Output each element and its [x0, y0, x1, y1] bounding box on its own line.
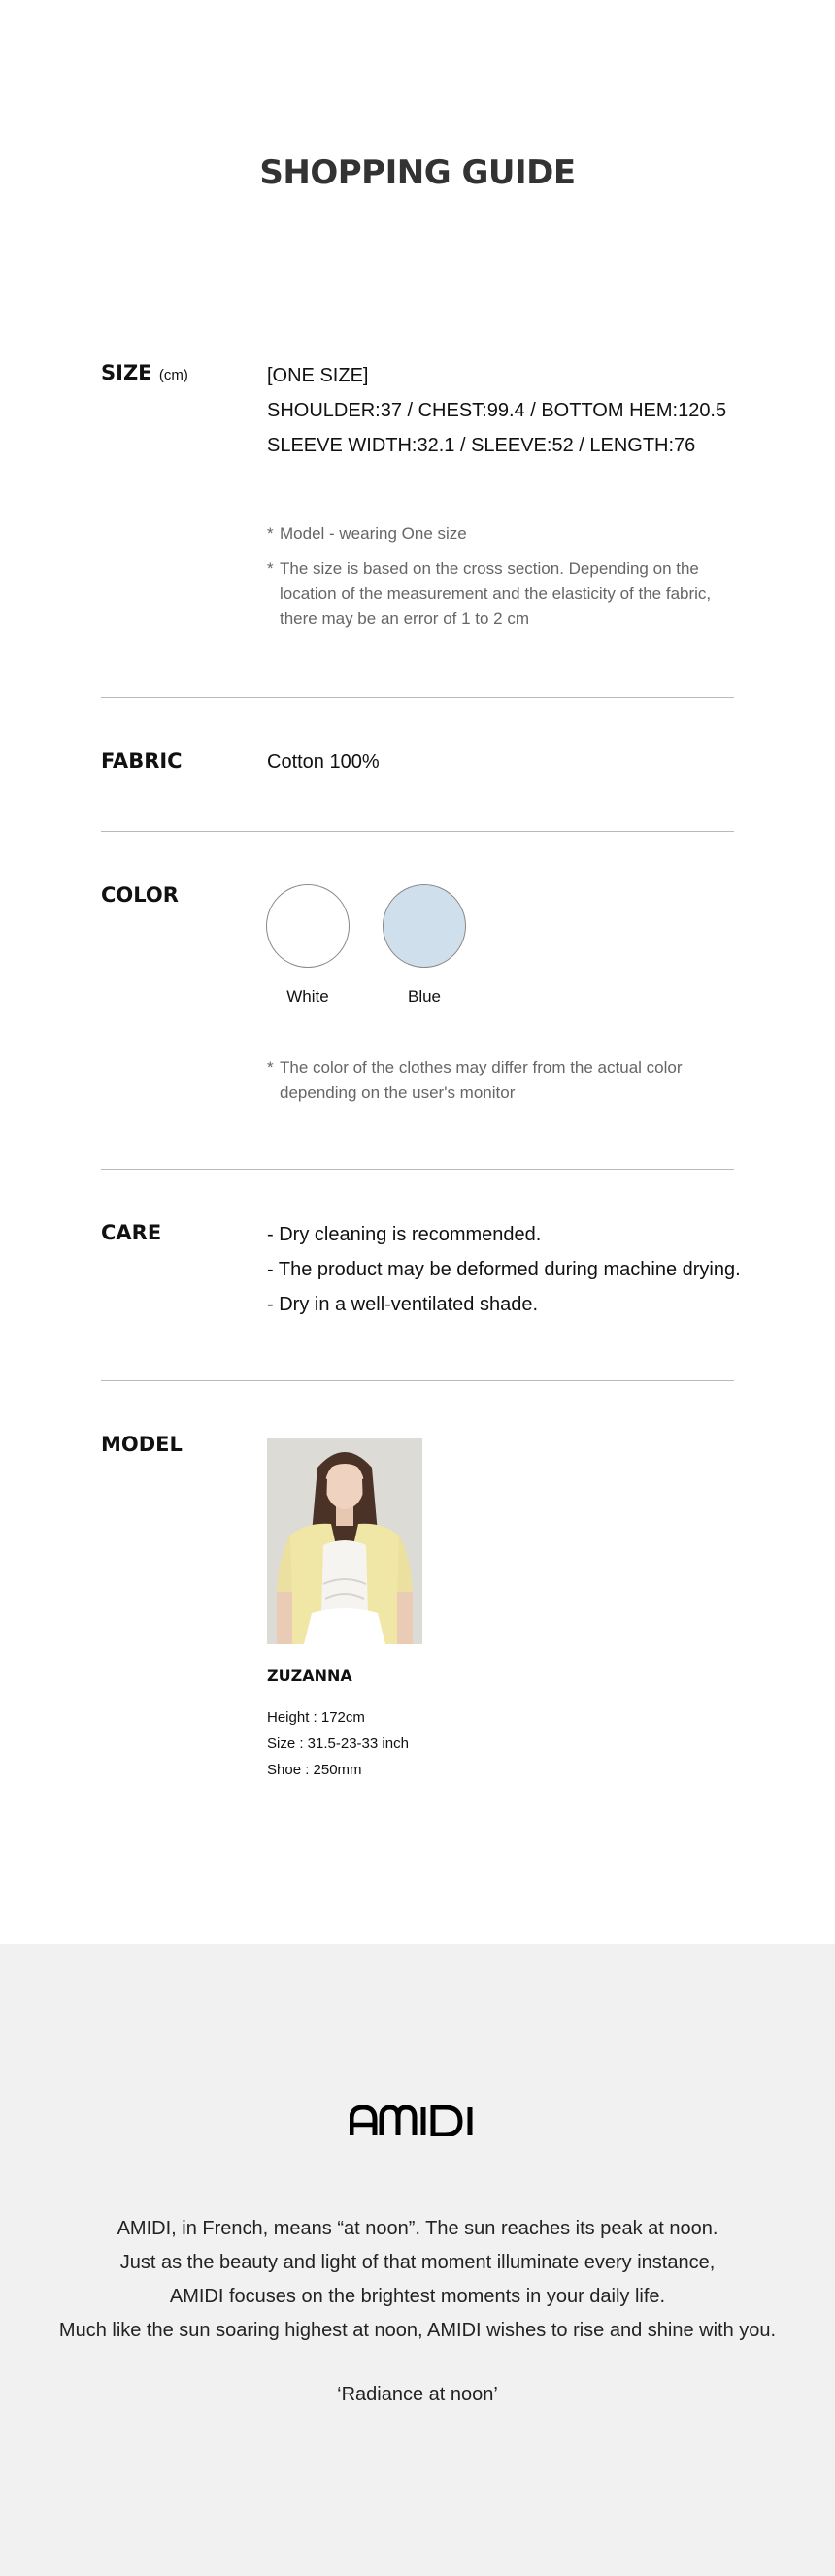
- divider: [101, 1169, 734, 1170]
- size-notes: [267, 521, 743, 632]
- size-line: SLEEVE WIDTH:32.1 / SLEEVE:52 / LENGTH:76: [267, 435, 696, 456]
- care-line: - Dry in a well-ventilated shade.: [267, 1294, 539, 1315]
- color-option-blue[interactable]: [371, 884, 478, 1007]
- brand-story: [0, 2212, 835, 2348]
- model-spec: Size : 31.5-23-33 inch: [267, 1735, 409, 1752]
- brand-story-line: Much like the sun soaring highest at noon, AMIDI wishes to rise and shine with you.: [58, 2320, 777, 2341]
- size-note: * The size is based on the cross section. Depending on the location of the measurement and the elasticity of the fabric, there may be an error of 1 to 2 cm: [267, 559, 712, 628]
- brand-story-line: Just as the beauty and light of that moment illuminate every instance,: [119, 2252, 716, 2273]
- size-section-label: [101, 361, 188, 384]
- size-line: [ONE SIZE]: [267, 365, 369, 386]
- model-name: ZUZANNA: [267, 1667, 352, 1685]
- size-measurements: [267, 358, 752, 463]
- care-label: CARE: [101, 1221, 162, 1244]
- model-photo: [267, 1438, 422, 1644]
- divider: [101, 697, 734, 698]
- page-title: SHOPPING GUIDE: [259, 153, 576, 192]
- model-info: [267, 1667, 752, 1783]
- brand-tagline: ‘Radiance at noon’: [337, 2384, 498, 2405]
- care-line: - Dry cleaning is recommended.: [267, 1224, 542, 1245]
- divider: [101, 831, 734, 832]
- model-spec: Height : 172cm: [267, 1709, 365, 1726]
- care-line: - The product may be deformed during machine drying.: [267, 1259, 741, 1280]
- size-label: SIZE: [101, 361, 152, 384]
- model-specs: [267, 1704, 752, 1783]
- size-line: SHOULDER:37 / CHEST:99.4 / BOTTOM HEM:120.5: [267, 400, 727, 421]
- color-name: Blue: [407, 987, 442, 1006]
- color-swatch[interactable]: [266, 884, 350, 968]
- brand-story-line: AMIDI, in French, means “at noon”. The sun reaches its peak at noon.: [117, 2218, 718, 2239]
- care-instructions: [267, 1217, 772, 1322]
- model-label: MODEL: [101, 1433, 183, 1456]
- fabric-value: Cotton 100%: [267, 751, 380, 773]
- size-note: * Model - wearing One size: [267, 524, 467, 543]
- color-label: COLOR: [101, 883, 179, 907]
- amidi-logo: [350, 2105, 485, 2136]
- divider: [101, 1380, 734, 1381]
- color-note: * The color of the clothes may differ from the actual color depending on the user's monitor: [267, 1058, 683, 1102]
- color-option-white[interactable]: [254, 884, 361, 1007]
- brand-story-line: AMIDI focuses on the brightest moments in your daily life.: [169, 2286, 666, 2307]
- fabric-label: FABRIC: [101, 749, 183, 773]
- size-unit: (cm): [158, 367, 188, 383]
- model-spec: Shoe : 250mm: [267, 1762, 362, 1778]
- brand-footer: [0, 1944, 835, 2576]
- color-swatch[interactable]: [383, 884, 466, 968]
- color-name: White: [286, 987, 329, 1006]
